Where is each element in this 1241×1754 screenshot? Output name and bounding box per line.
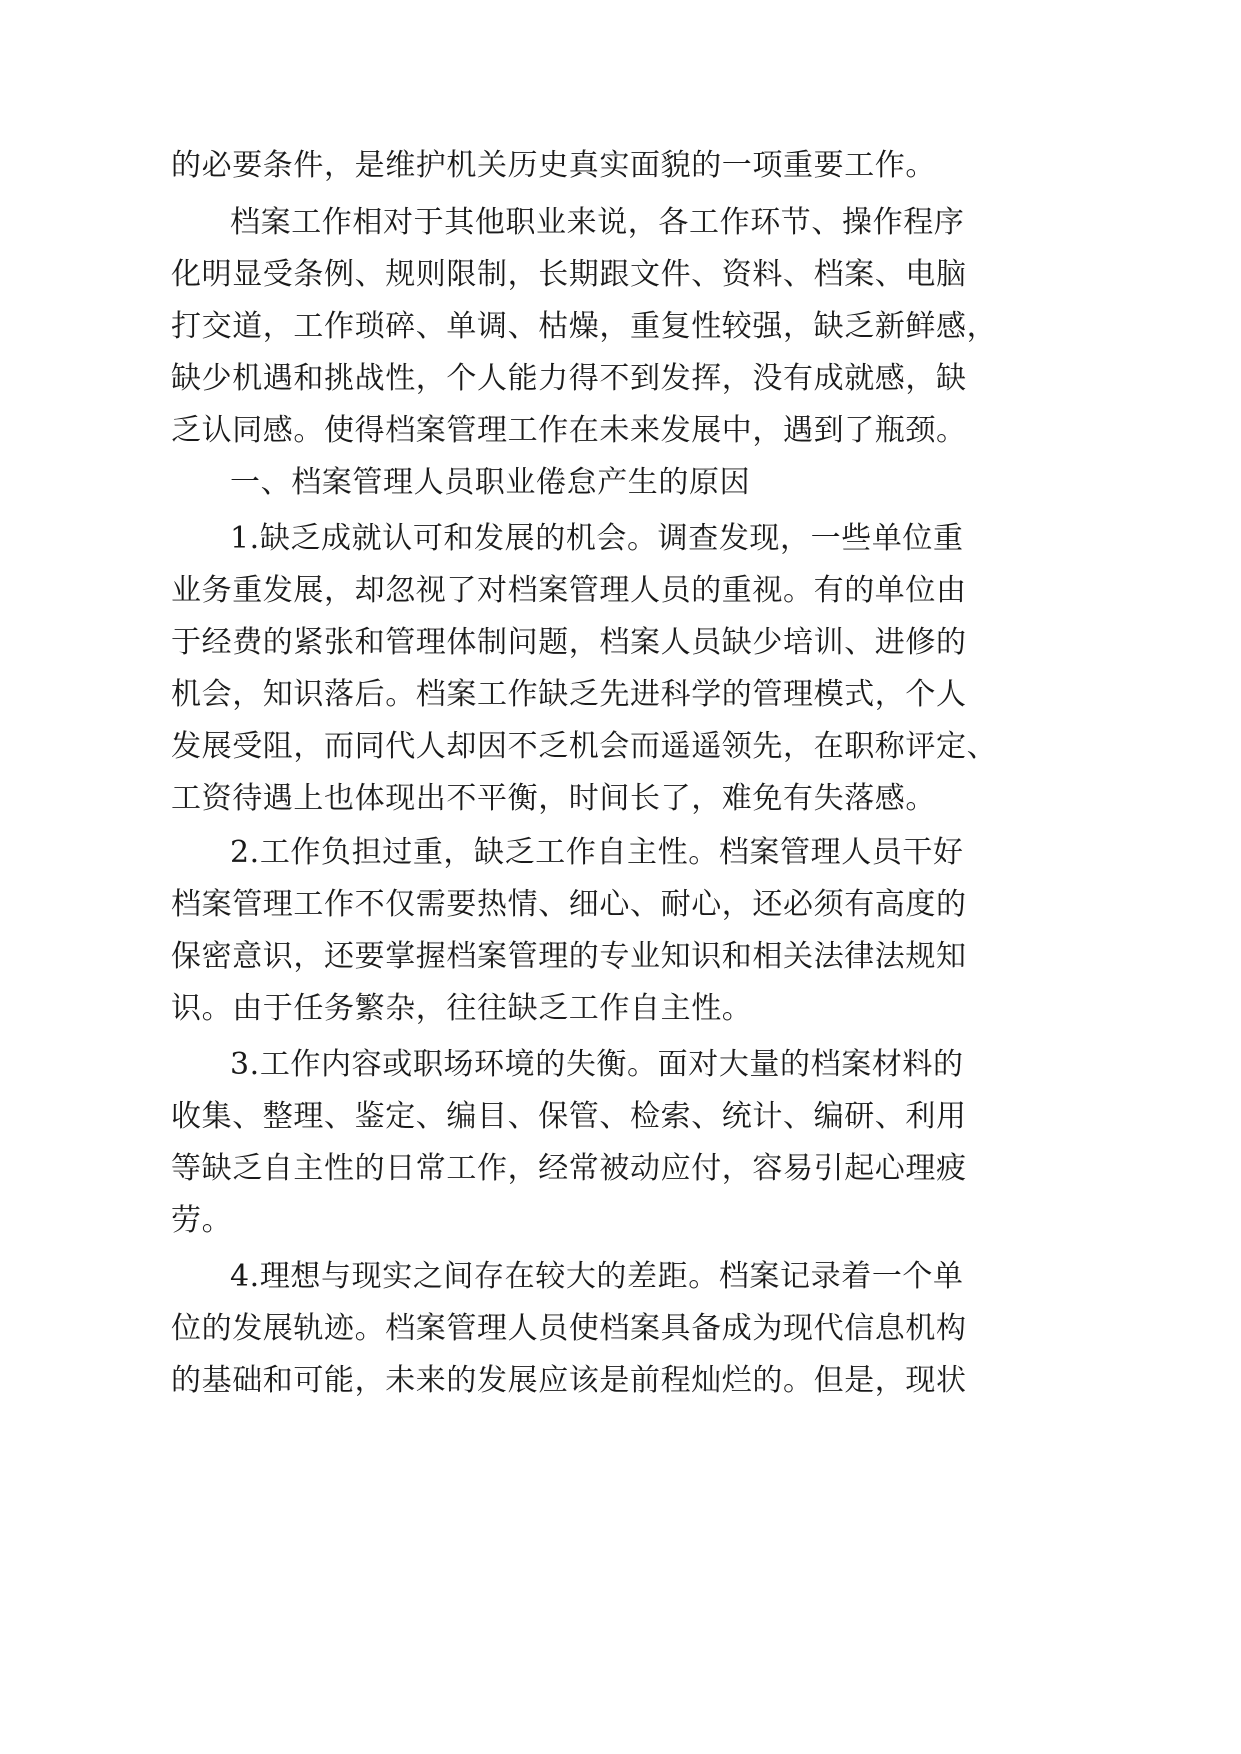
text-line-21: 劳。 xyxy=(171,1203,233,1238)
text-line-19: 收集、整理、鉴定、编目、保管、检索、统计、编研、利用 xyxy=(171,1099,967,1134)
text-line-9: 业务重发展，却忽视了对档案管理人员的重视。有的单位由 xyxy=(171,573,967,608)
text-line-6: 乏认同感。使得档案管理工作在未来发展中，遇到了瓶颈。 xyxy=(171,413,967,448)
text-line-5: 缺少机遇和挑战性，个人能力得不到发挥，没有成就感，缺 xyxy=(171,361,967,396)
text-line-10: 于经费的紧张和管理体制问题，档案人员缺少培训、进修的 xyxy=(171,625,967,660)
text-line-2: 档案工作相对于其他职业来说，各工作环节、操作程序 xyxy=(230,205,965,240)
text-line-20: 等缺乏自主性的日常工作，经常被动应付，容易引起心理疲 xyxy=(171,1151,967,1186)
text-line-8: 1.缺乏成就认可和发展的机会。调查发现，一些单位重 xyxy=(230,521,964,556)
text-line-17: 识。由于任务繁杂，往往缺乏工作自主性。 xyxy=(171,991,753,1026)
text-line-12: 发展受阻，而同代人却因不乏机会而遥遥领先，在职称评定、 xyxy=(171,729,998,764)
text-line-1: 的必要条件，是维护机关历史真实面貌的一项重要工作。 xyxy=(171,148,936,183)
section-heading: 一、档案管理人员职业倦怠产生的原因 xyxy=(230,465,751,500)
text-line-3: 化明显受条例、规则限制，长期跟文件、资料、档案、电脑 xyxy=(171,257,967,292)
text-line-23: 位的发展轨迹。档案管理人员使档案具备成为现代信息机构 xyxy=(171,1311,967,1346)
text-line-4: 打交道，工作琐碎、单调、枯燥，重复性较强，缺乏新鲜感， xyxy=(171,309,998,344)
text-line-11: 机会，知识落后。档案工作缺乏先进科学的管理模式，个人 xyxy=(171,677,967,712)
text-line-22: 4.理想与现实之间存在较大的差距。档案记录着一个单 xyxy=(230,1259,964,1294)
text-line-24: 的基础和可能，未来的发展应该是前程灿烂的。但是，现状 xyxy=(171,1363,967,1398)
text-line-13: 工资待遇上也体现出不平衡，时间长了，难免有失落感。 xyxy=(171,781,936,816)
text-line-14: 2.工作负担过重，缺乏工作自主性。档案管理人员干好 xyxy=(230,835,964,870)
text-line-15: 档案管理工作不仅需要热情、细心、耐心，还必须有高度的 xyxy=(171,887,967,922)
text-line-18: 3.工作内容或职场环境的失衡。面对大量的档案材料的 xyxy=(230,1047,964,1082)
text-line-16: 保密意识，还要掌握档案管理的专业知识和相关法律法规知 xyxy=(171,939,967,974)
